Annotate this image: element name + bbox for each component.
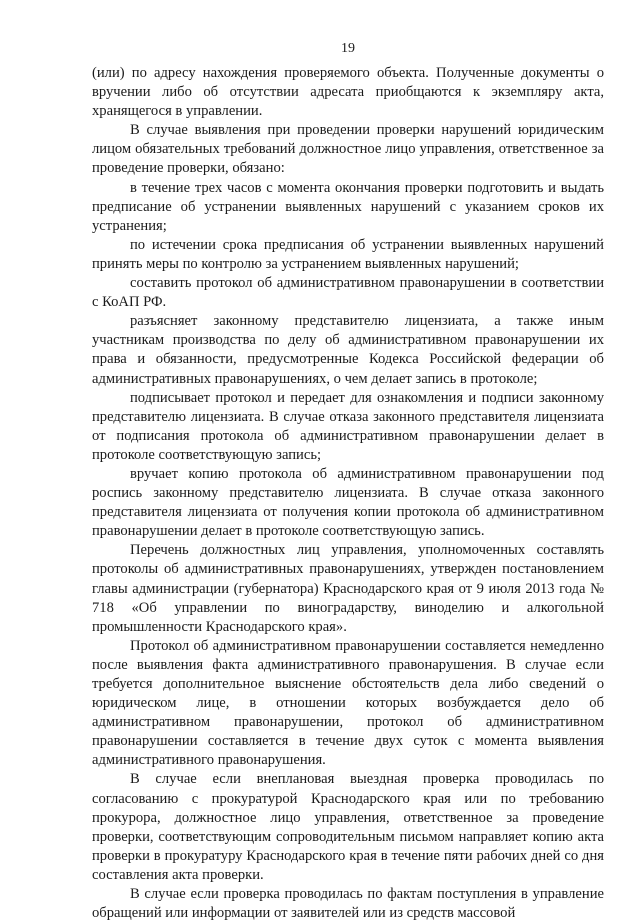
document-body bbox=[92, 64, 604, 923]
paragraph: по истечении срока предписания об устранении выявленных нарушений принять меры по контролю за устранением выявленных нарушений; bbox=[92, 236, 604, 272]
paragraph: В случае если проверка проводилась по фактам поступления в управление обращений или информации от заявителей или из средств массовой bbox=[92, 886, 604, 922]
paragraph: В случае выявления при проведении проверки нарушений юридическим лицом обязательных требований должностное лицо управления, ответственное за проведение проверки, обязано: bbox=[92, 122, 604, 177]
paragraph: вручает копию протокола об административном правонарушении под роспись законному представителю лицензиата. В случае отказа законного представителя лицензиата от получения копии протокола об административном правонарушении делает в протоколе соответствующую запись. bbox=[92, 465, 604, 540]
paragraph: подписывает протокол и передает для ознакомления и подписи законному представителю лицензиата. В случае отказа законного представителя лицензиата от подписания протокола об административном правонарушении делает в протоколе соответствующую запись; bbox=[92, 389, 604, 463]
paragraph: Протокол об административном правонарушении составляется немедленно после выявления факта административного правонарушения. В случае если требуется дополнительное выяснение обстоятельств дела либо сведений о юридическом лице, в отношении которых возбуждается дело об административном правонарушении, протокол об административном правонарушении составляется в течение двух суток с момента выявления административного правонарушения. bbox=[92, 637, 604, 769]
paragraph: в течение трех часов с момента окончания проверки подготовить и выдать предписание об устранении выявленных нарушений с указанием сроков их устранения; bbox=[92, 179, 604, 234]
paragraph: разъясняет законному представителю лицензиата, а также иным участникам производства по делу об административном правонарушении их права и обязанности, предусмотренные Кодекса Российской федерации об административных правонарушениях, о чем делает запись в протоколе; bbox=[92, 313, 604, 387]
paragraph-continued: (или) по адресу нахождения проверяемого объекта. Полученные документы о вручении либо об отсутствии адресата приобщаются к экземпляру акта, хранящегося в управлении. bbox=[92, 65, 604, 120]
paragraph: В случае если внеплановая выездная проверка проводилась по согласованию с прокуратурой Краснодарского края или по требованию прокурора, должностное лицо управления, ответственное за проведение проверки, соответствующим сопроводительным письмом направляет копию акта проверки в прокуратуру Краснодарского края в течение пяти рабочих дней со дня составления акта проверки. bbox=[92, 771, 604, 883]
paragraph: Перечень должностных лиц управления, уполномоченных составлять протоколы об административных правонарушениях, утвержден постановлением главы администрации (губернатора) Краснодарского края от 9 июля 2013 года № 718 «Об управлении по виноградарству, виноделию и алкогольной промышленности Краснодарского края». bbox=[92, 542, 604, 635]
page-number: 19 bbox=[341, 41, 355, 56]
paragraph: составить протокол об административном правонарушении в соответствии с КоАП РФ. bbox=[92, 275, 604, 311]
